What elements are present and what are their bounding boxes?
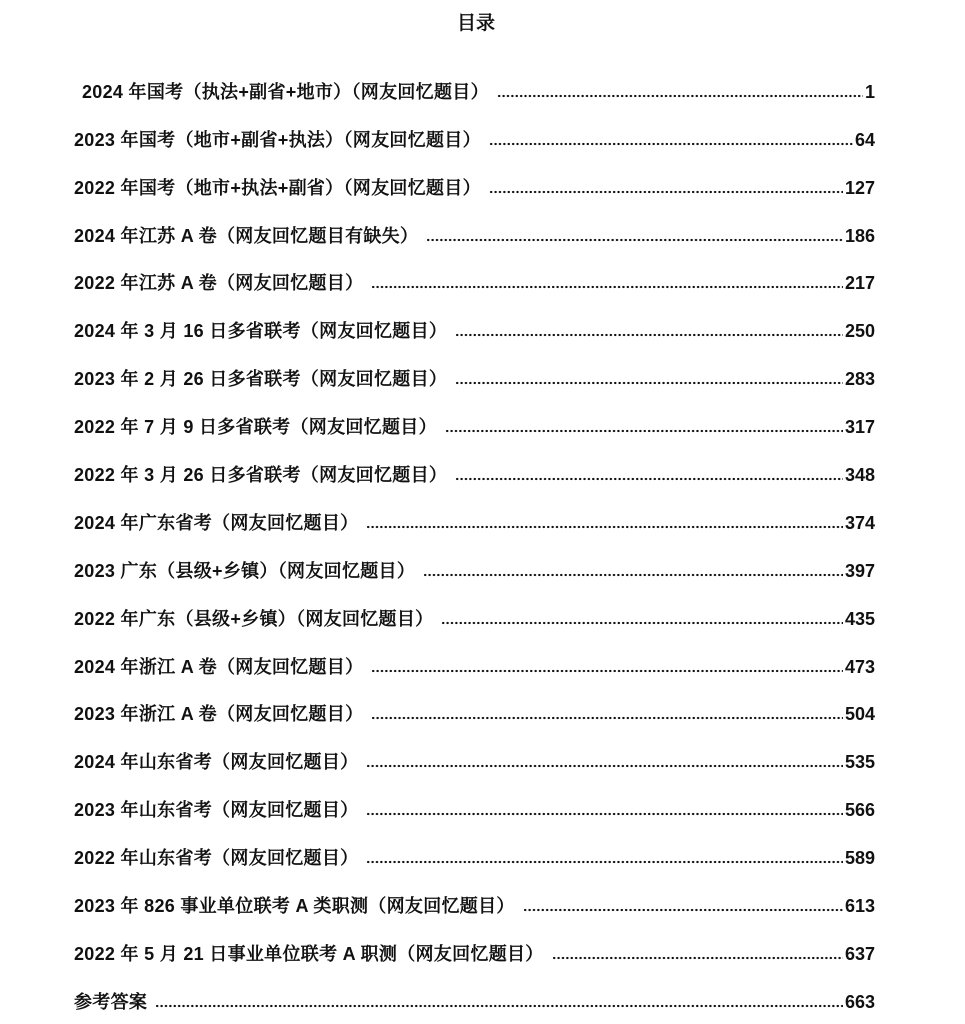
toc-entry[interactable] [74, 537, 875, 585]
toc-entry-label: 参考答案 [74, 991, 148, 1012]
toc-entry-label: 2023 年国考（地市+副省+执法）（网友回忆题目） [74, 129, 481, 150]
dot-leader [426, 238, 843, 242]
toc-entry-label: 2022 年江苏 A 卷（网友回忆题目） [74, 273, 364, 294]
dot-leader [441, 621, 842, 625]
toc-entry-page: 663 [844, 991, 875, 1012]
toc-entry[interactable] [74, 633, 875, 681]
toc-entry-label: 2024 年 3 月 16 日多省联考（网友回忆题目） [74, 321, 448, 342]
toc-entry-page: 589 [844, 848, 875, 869]
toc-entry[interactable] [74, 202, 875, 250]
table-of-contents [74, 58, 875, 1016]
toc-entry[interactable] [74, 585, 875, 633]
dot-leader [455, 381, 843, 385]
toc-entry[interactable] [74, 920, 875, 968]
toc-entry-page: 217 [844, 273, 875, 294]
toc-entry-page: 535 [844, 752, 875, 773]
toc-entry-page: 566 [844, 800, 875, 821]
toc-title: 目录 [456, 13, 495, 34]
toc-entry-label: 2024 年国考（执法+副省+地市）（网友回忆题目） [82, 81, 489, 102]
dot-leader [489, 142, 853, 146]
dot-leader [371, 716, 843, 720]
toc-entry-label: 2022 年 5 月 21 日事业单位联考 A 职测（网友回忆题目） [74, 943, 544, 964]
toc-entry-label: 2024 年山东省考（网友回忆题目） [74, 752, 359, 773]
toc-entry-page: 250 [844, 321, 875, 342]
toc-entry-page: 473 [844, 656, 875, 677]
toc-entry-label: 2023 年 2 月 26 日多省联考（网友回忆题目） [74, 369, 448, 390]
toc-entry-page: 64 [854, 129, 875, 150]
toc-entry[interactable] [74, 297, 875, 345]
toc-entry-page: 504 [844, 704, 875, 725]
toc-entry[interactable] [74, 393, 875, 441]
toc-entry-label: 2023 年 826 事业单位联考 A 类职测（网友回忆题目） [74, 896, 515, 917]
dot-leader [155, 1004, 843, 1008]
toc-entry[interactable] [74, 58, 875, 106]
dot-leader [366, 860, 843, 864]
toc-entry-label: 2024 年广东省考（网友回忆题目） [74, 512, 359, 533]
dot-leader [523, 908, 843, 912]
toc-entry-page: 186 [844, 225, 875, 246]
toc-entry-label: 2023 年浙江 A 卷（网友回忆题目） [74, 704, 364, 725]
dot-leader [366, 812, 843, 816]
toc-entry[interactable] [74, 872, 875, 920]
toc-entry-page: 1 [864, 81, 875, 102]
toc-entry-page: 283 [844, 369, 875, 390]
toc-entry[interactable] [74, 345, 875, 393]
toc-entry[interactable] [74, 776, 875, 824]
toc-entry-label: 2022 年 3 月 26 日多省联考（网友回忆题目） [74, 465, 448, 486]
dot-leader [455, 477, 843, 481]
dot-leader [366, 764, 843, 768]
toc-entry[interactable] [74, 489, 875, 537]
toc-entry-page: 317 [844, 417, 875, 438]
dot-leader [455, 333, 843, 337]
dot-leader [497, 94, 863, 98]
toc-entry[interactable] [74, 681, 875, 729]
toc-entry[interactable] [74, 441, 875, 489]
dot-leader [489, 190, 843, 194]
toc-entry-label: 2023 广东（县级+乡镇）（网友回忆题目） [74, 560, 416, 581]
toc-entry-page: 397 [844, 560, 875, 581]
dot-leader [445, 429, 843, 433]
toc-entry-label: 2024 年浙江 A 卷（网友回忆题目） [74, 656, 364, 677]
dot-leader [423, 573, 843, 577]
toc-entry-label: 2022 年国考（地市+执法+副省）（网友回忆题目） [74, 177, 481, 198]
toc-entry-page: 374 [844, 512, 875, 533]
toc-entry[interactable] [74, 106, 875, 154]
toc-entry-label: 2023 年山东省考（网友回忆题目） [74, 800, 359, 821]
toc-entry[interactable] [74, 968, 875, 1016]
toc-entry-label: 2022 年山东省考（网友回忆题目） [74, 848, 359, 869]
toc-entry-page: 127 [844, 177, 875, 198]
toc-entry[interactable] [74, 154, 875, 202]
dot-leader [371, 285, 843, 289]
dot-leader [552, 956, 843, 960]
toc-entry-label: 2022 年 7 月 9 日多省联考（网友回忆题目） [74, 417, 437, 438]
toc-entry-page: 613 [844, 896, 875, 917]
toc-entry-label: 2022 年广东（县级+乡镇）（网友回忆题目） [74, 608, 434, 629]
toc-entry-page: 435 [844, 608, 875, 629]
toc-entry[interactable] [74, 250, 875, 298]
toc-entry-page: 637 [844, 943, 875, 964]
dot-leader [366, 525, 843, 529]
toc-entry-label: 2024 年江苏 A 卷（网友回忆题目有缺失） [74, 225, 419, 246]
toc-entry[interactable] [74, 728, 875, 776]
toc-entry-page: 348 [844, 465, 875, 486]
toc-entry[interactable] [74, 824, 875, 872]
dot-leader [371, 669, 843, 673]
